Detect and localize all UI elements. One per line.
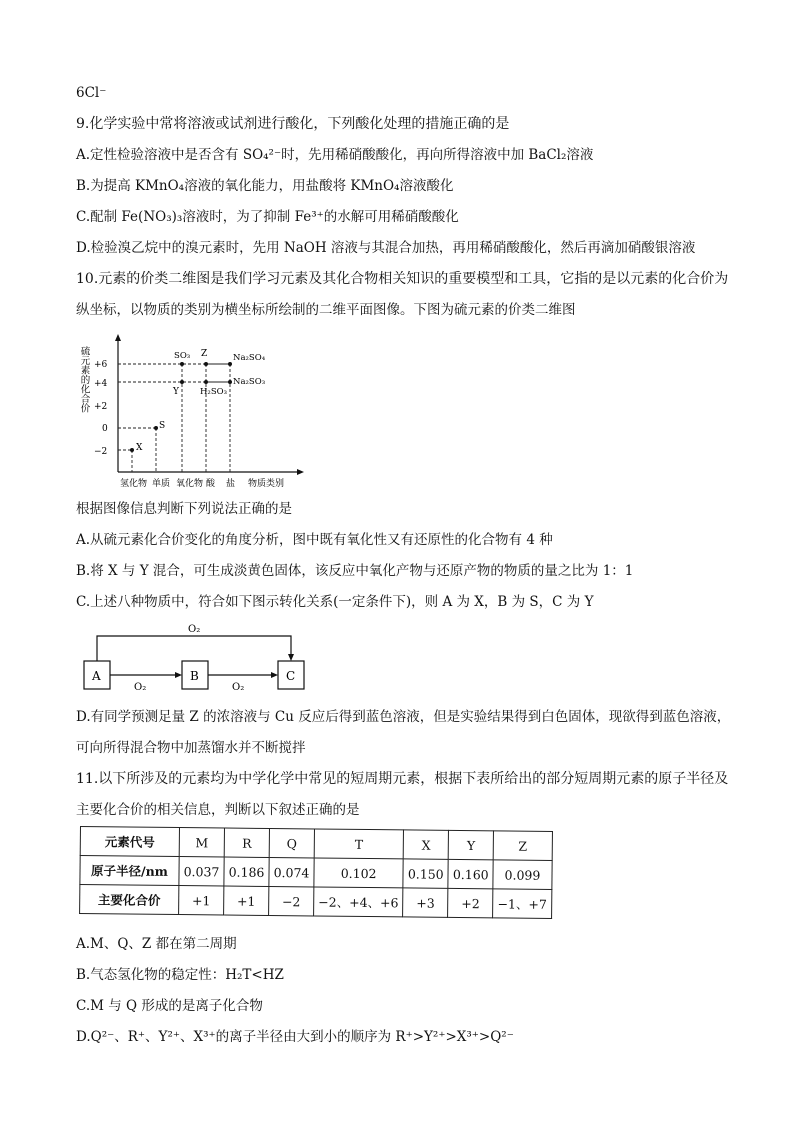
question-10-option-a: A.从硫元素化合价变化的角度分析，图中既有氧化性又有还原性的化合物有 4 种 [76, 532, 553, 548]
question-9-option-c: C.配制 Fe(NO₃)₃溶液时，为了抑制 Fe³⁺的水解可用稀硝酸酸化 [76, 209, 459, 225]
question-9-option-b: B.为提高 KMnO₄溶液的氧化能力，用盐酸将 KMnO₄溶液酸化 [76, 178, 454, 194]
point-na2so4 [228, 362, 232, 366]
table-cell: 原子半径/nm [80, 856, 179, 886]
table-cell: 元素代号 [80, 827, 179, 857]
table-row [80, 885, 552, 919]
sulfur-valence-graph [76, 334, 306, 494]
point-h2so3 [204, 380, 208, 384]
o2-bc-label: O₂ [232, 682, 245, 693]
question-11-option-a: A.M、Q、Z 都在第二周期 [76, 936, 237, 952]
table-cell: 主要化合价 [80, 885, 179, 915]
question-10-option-c: C.上述八种物质中，符合如下图示转化关系(一定条件下)，则 A 为 X，B 为 S，C 为 Y [76, 594, 594, 610]
box-c-label: C [286, 669, 296, 683]
table-cell: 0.186 [224, 857, 269, 886]
question-10-option-b: B.将 X 与 Y 混合，可生成淡黄色固体，该反应中氧化产物与还原产物的物质的量之比为 1：1 [76, 563, 634, 579]
y-tick: +6 [94, 360, 108, 370]
y-tick: +4 [94, 379, 108, 389]
point-x [130, 448, 134, 452]
table-cell: 0.102 [314, 858, 404, 888]
table-cell: X [403, 830, 448, 859]
table-cell: −2 [269, 886, 314, 915]
y-tick: −2 [94, 447, 108, 457]
x-tick: 氧化物 [176, 479, 204, 489]
table-cell: −1、+7 [493, 889, 552, 919]
x-axis-label: 物质类别 [248, 479, 285, 489]
question-10-option-d-2: 可向所得混合物中加蒸馏水并不断搅拌 [76, 740, 306, 756]
table-cell: 0.160 [448, 859, 493, 888]
label-so3: SO₃ [174, 351, 191, 361]
text-fragment: 6Cl⁻ [76, 85, 107, 101]
question-10-option-d-1: D.有同学预测足量 Z 的浓溶液与 Cu 反应后得到蓝色溶液，但是实验结果得到白色固体，现欲得到蓝色溶液， [76, 709, 731, 725]
table-cell: Q [269, 828, 314, 857]
table-cell: −2、+4、+6 [314, 887, 404, 917]
label-na2so3: Na₂SO₃ [233, 377, 266, 387]
point-na2so3 [228, 380, 232, 384]
question-9-stem: 9.化学实验中常将溶液或试剂进行酸化，下列酸化处理的措施正确的是 [76, 116, 510, 132]
question-11-stem-2: 主要化合价的相关信息，判断以下叙述正确的是 [76, 802, 360, 818]
question-10-stem-2: 纵坐标，以物质的类别为横坐标所绘制的二维平面图像。下图为硫元素的价类二维图 [76, 302, 576, 318]
question-9-option-a: A.定性检验溶液中是否含有 SO₄²⁻时，先用稀硝酸酸化，再向所得溶液中加 BaCl₂溶液 [76, 147, 594, 163]
x-tick: 氢化物 [120, 479, 148, 489]
element-data-table [79, 826, 553, 919]
question-9-option-d: D.检验溴乙烷中的溴元素时，先用 NaOH 溶液与其混合加热，再用稀硝酸酸化，然后再滴加硝酸银溶液 [76, 240, 696, 256]
table-cell: Y [448, 830, 493, 859]
box-a-label: A [92, 669, 101, 683]
conversion-flow-diagram [76, 618, 316, 698]
table-cell: +1 [224, 886, 269, 915]
label-s: S [159, 421, 166, 431]
table-cell: R [224, 828, 269, 857]
table-cell: Z [493, 831, 552, 861]
table-cell: +1 [179, 886, 224, 915]
label-na2so4: Na₂SO₄ [233, 353, 266, 363]
y-tick: 0 [102, 424, 108, 434]
label-z: Z [201, 349, 208, 359]
table-cell: M [179, 828, 224, 857]
label-x: X [136, 443, 143, 453]
question-11-option-c: C.M 与 Q 形成的是离子化合物 [76, 998, 263, 1014]
box-b-label: B [190, 669, 199, 683]
point-y [180, 380, 184, 384]
y-tick: +2 [94, 402, 108, 412]
point-so3 [180, 362, 184, 366]
question-10-stem-1: 10.元素的价类二维图是我们学习元素及其化合物相关知识的重要模型和工具，它指的是以元素的化合价为 [76, 271, 729, 287]
question-10-prompt: 根据图像信息判断下列说法正确的是 [76, 501, 292, 517]
x-tick: 单质 [152, 479, 171, 489]
table-cell: 0.099 [493, 860, 552, 890]
table-cell: 0.074 [269, 857, 314, 886]
label-h2so3: H₂SO₃ [200, 387, 228, 397]
table-cell: +2 [448, 888, 493, 917]
point-s [154, 426, 158, 430]
y-axis-label: 硫元素的化合价 [78, 346, 90, 413]
point-z [204, 362, 208, 366]
table-cell: 0.150 [403, 859, 448, 888]
question-11-option-b: B.气态氢化物的稳定性：H₂T<HZ [76, 967, 284, 983]
o2-ab-label: O₂ [134, 682, 147, 693]
question-11-stem-1: 11.以下所涉及的元素均为中学化学中常见的短周期元素，根据下表所给出的部分短周期元素的原子半径及 [76, 771, 729, 787]
label-y: Y [173, 387, 179, 397]
x-tick: 酸 [206, 479, 216, 489]
table-cell: T [314, 829, 404, 859]
question-11-option-d: D.Q²⁻、R⁺、Y²⁺、X³⁺的离子半径由大到小的顺序为 R⁺>Y²⁺>X³⁺>Q²⁻ [76, 1029, 514, 1045]
x-tick: 盐 [226, 479, 236, 489]
o2-top-label: O₂ [188, 624, 201, 635]
table-cell: +3 [403, 888, 448, 917]
table-cell: 0.037 [179, 857, 224, 886]
